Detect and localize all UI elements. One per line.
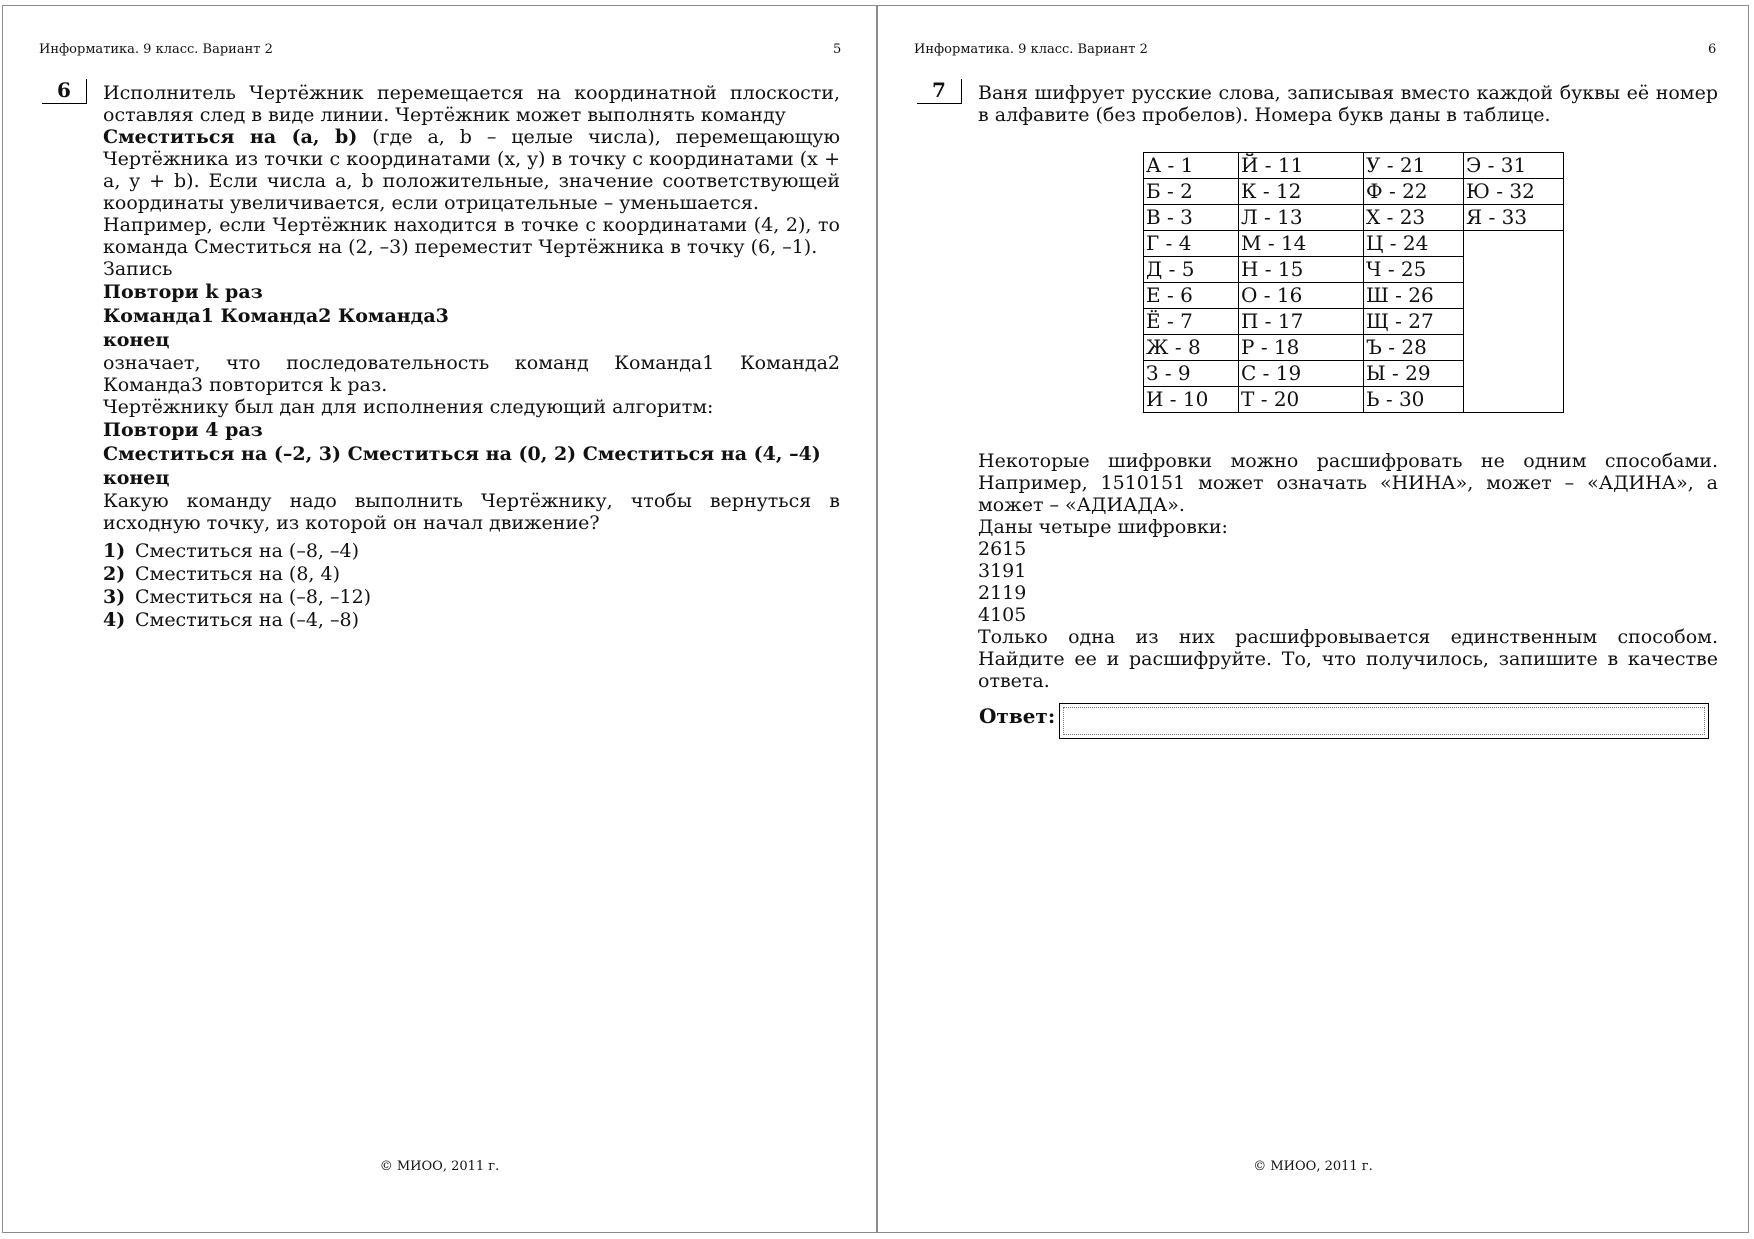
alphabet-cell: Я - 33 (1464, 205, 1564, 231)
page-footer: © МИОО, 2011 г. (379, 1159, 500, 1174)
alphabet-cell: П - 17 (1239, 309, 1364, 335)
alphabet-cell: Э - 31 (1464, 153, 1564, 179)
means-text: означает, что последовательность команд Команда1 Команда2 Команда3 повторится k раз. (103, 352, 840, 396)
alphabet-cell: Ч - 25 (1364, 257, 1464, 283)
code-4: 4105 (978, 604, 1027, 626)
paragraph-instruction: Только одна из них расшифровывается единственным способом. Найдите ее и расшифруйте. То, что получилось, запишите в качестве ответа. (978, 626, 1718, 692)
option-number: 2) (103, 563, 126, 585)
empty-merged-cell (1464, 231, 1564, 413)
alphabet-cell: Й - 11 (1239, 153, 1364, 179)
zapis-label: Запись (103, 258, 173, 280)
commands-line: Команда1 Команда2 Команда3 (103, 305, 449, 327)
alphabet-cell: З - 9 (1144, 361, 1239, 387)
alphabet-cell: Х - 23 (1364, 205, 1464, 231)
alphabet-cell: О - 16 (1239, 283, 1364, 309)
end-line-2: конец (103, 467, 170, 489)
alphabet-cell: Е - 6 (1144, 283, 1239, 309)
option-4[interactable] (103, 609, 840, 632)
option-text: Сместиться на (–8, –4) (135, 540, 360, 562)
alphabet-cell: Ь - 30 (1364, 387, 1464, 413)
alphabet-cell: Г - 4 (1144, 231, 1239, 257)
page-header: Информатика. 9 класс. Вариант 2 (39, 42, 273, 57)
alphabet-cell: М - 14 (1239, 231, 1364, 257)
answer-field[interactable] (1059, 703, 1709, 739)
option-number: 3) (103, 586, 126, 608)
right-page (877, 5, 1749, 1233)
question-text: Какую команду надо выполнить Чертёжнику, чтобы вернуться в исходную точку, из которой он начал движение? (103, 490, 840, 534)
paragraph-example: Некоторые шифровки можно расшифровать не одним способами. Например, 1510151 может означать «НИНА», может – «АДИНА», а может – «АДИАДА». (978, 450, 1718, 516)
alphabet-cell: Ж - 8 (1144, 335, 1239, 361)
alphabet-cell: У - 21 (1364, 153, 1464, 179)
alphabet-cell: Ъ - 28 (1364, 335, 1464, 361)
repeat-k-line: Повтори k раз (103, 281, 263, 303)
task-7-intro (978, 82, 1718, 126)
algorithm-line: Сместиться на (–2, 3) Сместиться на (0, 2) Сместиться на (4, –4) (103, 443, 821, 465)
alphabet-cell: К - 12 (1239, 179, 1364, 205)
repeat-4-line: Повтори 4 раз (103, 419, 263, 441)
given-algorithm-text: Чертёжнику был дан для исполнения следующий алгоритм: (103, 396, 714, 418)
alphabet-cell: С - 19 (1239, 361, 1364, 387)
task-intro: Исполнитель Чертёжник перемещается на координатной плоскости, оставляя след в виде линии. Чертёжник может выполнять команду (103, 82, 840, 126)
answer-field-inner[interactable] (1063, 707, 1705, 735)
task-6-body (103, 82, 840, 632)
option-text: Сместиться на (8, 4) (135, 563, 341, 585)
alphabet-cell: Л - 13 (1239, 205, 1364, 231)
alphabet-cell: Ф - 22 (1364, 179, 1464, 205)
end-line-1: конец (103, 329, 170, 351)
alphabet-cell: Ы - 29 (1364, 361, 1464, 387)
option-number: 4) (103, 609, 126, 631)
alphabet-cell: Н - 15 (1239, 257, 1364, 283)
option-3[interactable] (103, 586, 840, 609)
option-text: Сместиться на (–4, –8) (135, 609, 360, 631)
alphabet-table (1143, 152, 1564, 413)
given-codes-text: Даны четыре шифровки: (978, 516, 1228, 538)
command-name: Сместиться на (a, b) (103, 126, 358, 148)
answer-options (103, 540, 840, 632)
alphabet-cell: Ш - 26 (1364, 283, 1464, 309)
alphabet-row (1144, 231, 1564, 257)
alphabet-cell: В - 3 (1144, 205, 1239, 231)
code-3: 2119 (978, 582, 1027, 604)
option-2[interactable] (103, 563, 840, 586)
code-1: 2615 (978, 538, 1027, 560)
page-number: 6 (1708, 42, 1717, 57)
alphabet-cell: Ё - 7 (1144, 309, 1239, 335)
left-page (2, 5, 877, 1233)
alphabet-cell: Д - 5 (1144, 257, 1239, 283)
page-footer: © МИОО, 2011 г. (1253, 1159, 1373, 1174)
task-intro: Ваня шифрует русские слова, записывая вместо каждой буквы её номер в алфавите (без пробелов). Номера букв даны в таблице. (978, 82, 1718, 126)
option-text: Сместиться на (–8, –12) (135, 586, 372, 608)
alphabet-cell: Т - 20 (1239, 387, 1364, 413)
option-1[interactable] (103, 540, 840, 563)
alphabet-cell: А - 1 (1144, 153, 1239, 179)
task-number: 7 (917, 79, 962, 104)
alphabet-cell: И - 10 (1144, 387, 1239, 413)
alphabet-cell: Р - 18 (1239, 335, 1364, 361)
answer-label: Ответ: (979, 704, 1056, 728)
alphabet-cell: Ц - 24 (1364, 231, 1464, 257)
example-text: Например, если Чертёжник находится в точке с координатами (4, 2), то команда Сместиться на (2, –3) переместит Чертёжника в точку (6, –1). (103, 214, 840, 258)
task-7-body (978, 450, 1718, 692)
alphabet-row (1144, 205, 1564, 231)
alphabet-cell: Щ - 27 (1364, 309, 1464, 335)
alphabet-row (1144, 179, 1564, 205)
command-description (103, 126, 840, 214)
alphabet-cell: Ю - 32 (1464, 179, 1564, 205)
command-explanation: (где a, b – целые числа), перемещающую Чертёжника из точки с координатами (x, y) в точку с координатами (x + a, y + b). Если числа a, b положительные, значение соответствующей координаты увеличивается, если отрицательные – уменьшается. (103, 126, 840, 214)
page-header: Информатика. 9 класс. Вариант 2 (914, 42, 1148, 57)
code-2: 3191 (978, 560, 1027, 582)
option-number: 1) (103, 540, 126, 562)
alphabet-row (1144, 153, 1564, 179)
page-number: 5 (833, 42, 842, 57)
task-number: 6 (42, 79, 87, 104)
alphabet-cell: Б - 2 (1144, 179, 1239, 205)
